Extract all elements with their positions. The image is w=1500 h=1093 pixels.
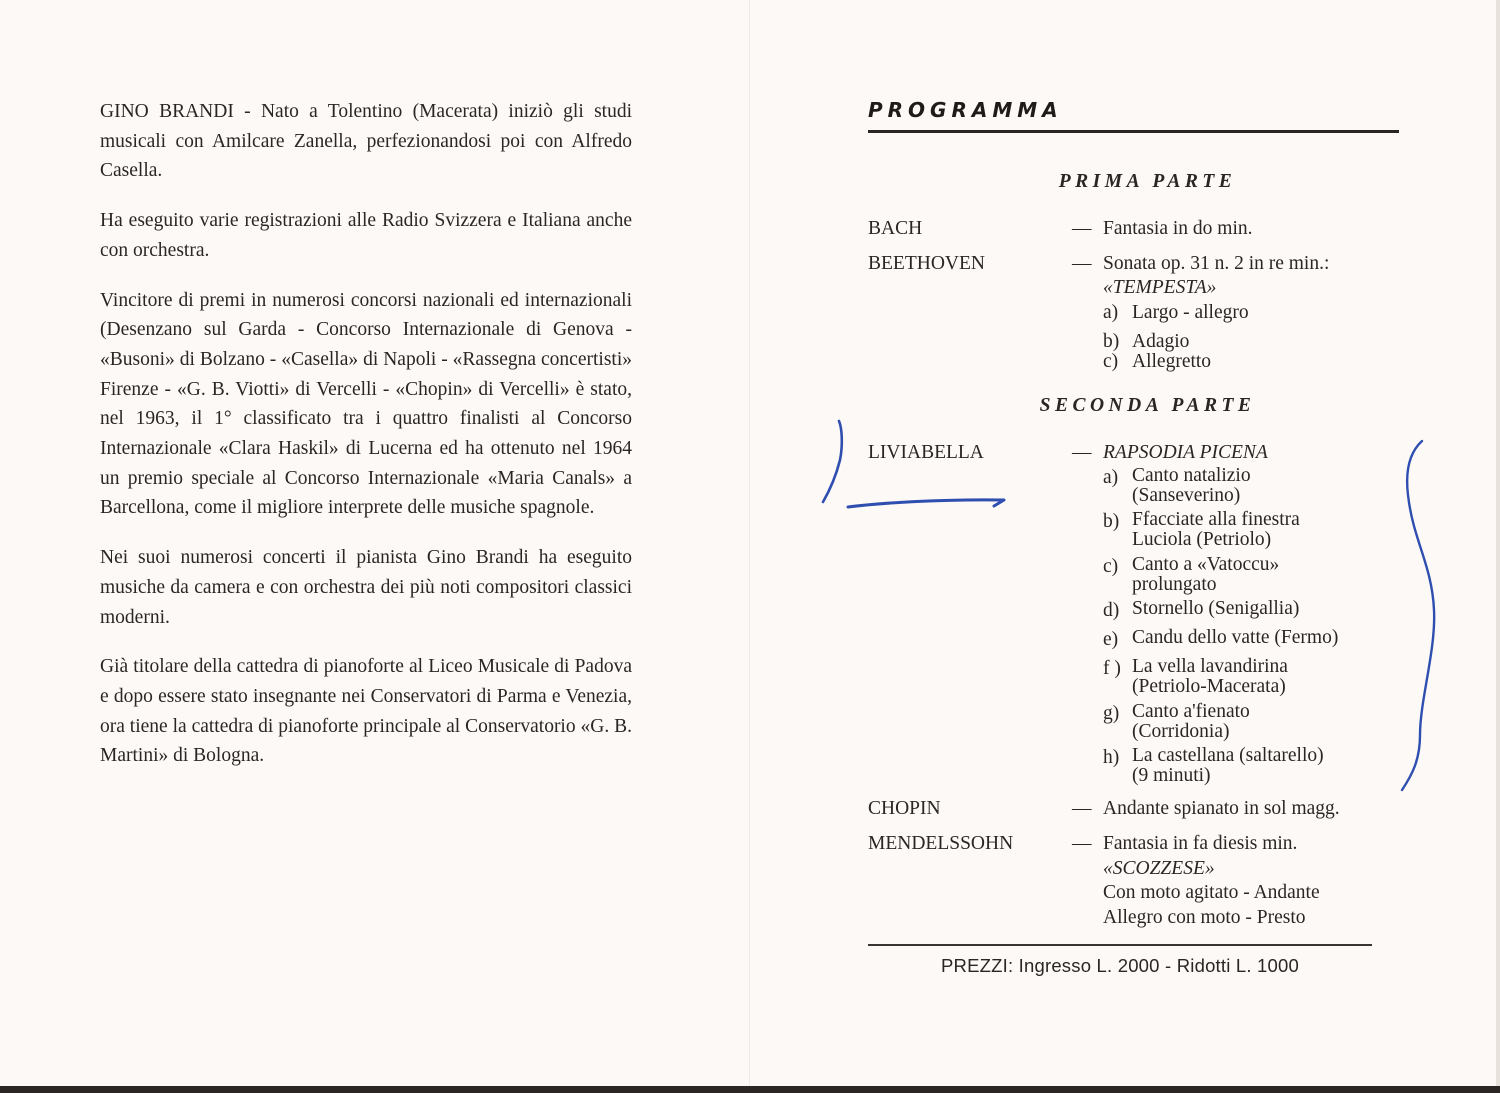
movement-text: Allegretto (1132, 351, 1212, 372)
work-title: Fantasia in do min. (1103, 218, 1253, 239)
movement-text: Ffacciate alla finestra (1132, 509, 1300, 530)
center-fold (749, 0, 750, 1086)
program-entry-mendelssohn (868, 832, 1399, 930)
movement-label: a) (1103, 301, 1119, 323)
movement (1103, 702, 1399, 742)
movement (1103, 628, 1399, 653)
movement-place: Luciola (Petriolo) (1132, 529, 1272, 550)
pen-brace-mark (1402, 441, 1434, 790)
pianist-biography (100, 97, 632, 791)
bio-paragraph: Già titolare della cattedra di pianoforte al Liceo Musicale di Padova e dopo essere stato insegnante nei Conservatori di Parma e Venezia, ora tiene la cattedra di pianoforte principale al Conservatorio «G. B. Martini» di Bologna. (100, 656, 632, 767)
composer-name: CHOPIN (868, 797, 941, 819)
bio-paragraph: Nei suoi numerosi concerti il pianista Gino Brandi ha eseguito musiche da camera e con orchestra dei più noti compositori classici moderni. (100, 547, 632, 628)
movement (1103, 350, 1399, 375)
concert-program (868, 98, 1399, 977)
dash: — (1072, 218, 1092, 239)
bio-paragraph: GINO BRANDI - Nato a Tolentino (Macerata) iniziò gli studi musicali con Amilcare Zanella, perfezionandosi poi con Alfredo Casella. (100, 101, 632, 182)
scan-border (0, 1086, 1500, 1093)
movement (1103, 746, 1399, 786)
movement (1103, 510, 1399, 550)
movement (1103, 301, 1399, 326)
movement-label: g) (1103, 702, 1120, 724)
program-title: PROGRAMMA (868, 98, 1063, 122)
movement-label: c) (1103, 351, 1119, 372)
composer-name: LIVIABELLA (868, 442, 984, 463)
composer-name: BACH (868, 218, 923, 239)
movement-text: Adagio (1132, 330, 1190, 352)
prices-rule (868, 944, 1372, 946)
work-title: Andante spianato in sol magg. (1103, 797, 1340, 819)
movement (1103, 466, 1399, 506)
part-one-title: PRIMA PARTE (1058, 171, 1237, 192)
movement-text: La vella lavandirina (1132, 656, 1288, 677)
movement-place: (Sanseverino) (1132, 484, 1241, 506)
work-details (1103, 252, 1399, 380)
movement-place: prolungato (1132, 573, 1217, 595)
movement-label: b) (1103, 330, 1120, 352)
work-title: Sonata op. 31 n. 2 in re min.: (1103, 252, 1330, 274)
tempo-line: Allegro con moto - Presto (1103, 906, 1306, 928)
movement-place: (Petriolo-Macerata) (1132, 676, 1286, 697)
program-entry-beethoven (868, 252, 1399, 380)
movement-text: La castellana (saltarello) (1132, 745, 1324, 766)
composer-name: MENDELSSOHN (868, 833, 1014, 854)
ticket-prices: PREZZI: Ingresso L. 2000 - Ridotti L. 1000 (940, 954, 1300, 976)
work-title: Fantasia in fa diesis min. (1103, 833, 1298, 854)
bio-paragraph: Vincitore di premi in numerosi concorsi nazionali ed internazionali (Desenzano sul Garda - Concorso Internazionale di Genova - «Busoni» di Bolzano - «Casella» di Napoli - «Rassegna concertisti» Firenze - «G. B. Viotti» di Vercelli - «Chopin» di Vercelli» è stato, nel 1963, il 1° classificato tra i quattro finalisti al Concorso Internazionale «Clara Haskil» di Lucerna ed ha ottenuto nel 1964 un premio speciale al Concorso Internazionale «Maria Canals» a Barcellona, come il migliore interprete delle musiche spagnole. (100, 289, 632, 519)
part-two-title: SECONDA PARTE (1039, 395, 1256, 416)
work-details (1103, 832, 1399, 930)
program-entry-chopin (868, 797, 1399, 822)
movement-text: Stornello (Senigallia) (1132, 598, 1300, 619)
movement-label: h) (1103, 747, 1120, 768)
movement-label: f ) (1103, 658, 1121, 679)
bio-paragraph: Ha eseguito varie registrazioni alle Radio Svizzera e Italiana anche con orchestra. (100, 210, 632, 261)
tempo-line: Con moto agitato - Andante (1103, 882, 1320, 903)
movement-text: Canto natalizio (1132, 464, 1251, 486)
work-subtitle: «TEMPESTA» (1103, 277, 1217, 298)
movement-label: c) (1103, 555, 1119, 577)
movement-text: Canto a «Vatoccu» (1132, 553, 1280, 575)
program-entry-bach (868, 217, 1399, 242)
movement (1103, 657, 1399, 697)
movement-label: a) (1103, 466, 1119, 488)
dash: — (1072, 833, 1092, 854)
title-rule (868, 130, 1399, 133)
work-details (1103, 441, 1399, 791)
movement (1103, 555, 1399, 595)
work-subtitle: «SCOZZESE» (1103, 857, 1215, 879)
movement-duration: (9 minuti) (1132, 765, 1211, 786)
movement-text: Candu dello vatte (Fermo) (1132, 627, 1339, 648)
work-title: RAPSODIA PICENA (1103, 442, 1268, 463)
program-entry-liviabella (868, 441, 1399, 791)
movement-label: e) (1103, 629, 1119, 650)
dash: — (1072, 252, 1092, 274)
movement-label: b) (1103, 511, 1120, 532)
composer-name: BEETHOVEN (868, 252, 985, 274)
movement-place: (Corridonia) (1132, 720, 1230, 742)
movement (1103, 599, 1399, 624)
movement-text: Largo - allegro (1132, 301, 1249, 323)
movement-text: Canto a'fienato (1132, 700, 1250, 722)
pen-bracket-mark (823, 421, 842, 502)
paper-edge (1496, 0, 1500, 1093)
dash: — (1072, 797, 1092, 819)
movement-label: d) (1103, 600, 1120, 621)
dash: — (1072, 442, 1092, 463)
